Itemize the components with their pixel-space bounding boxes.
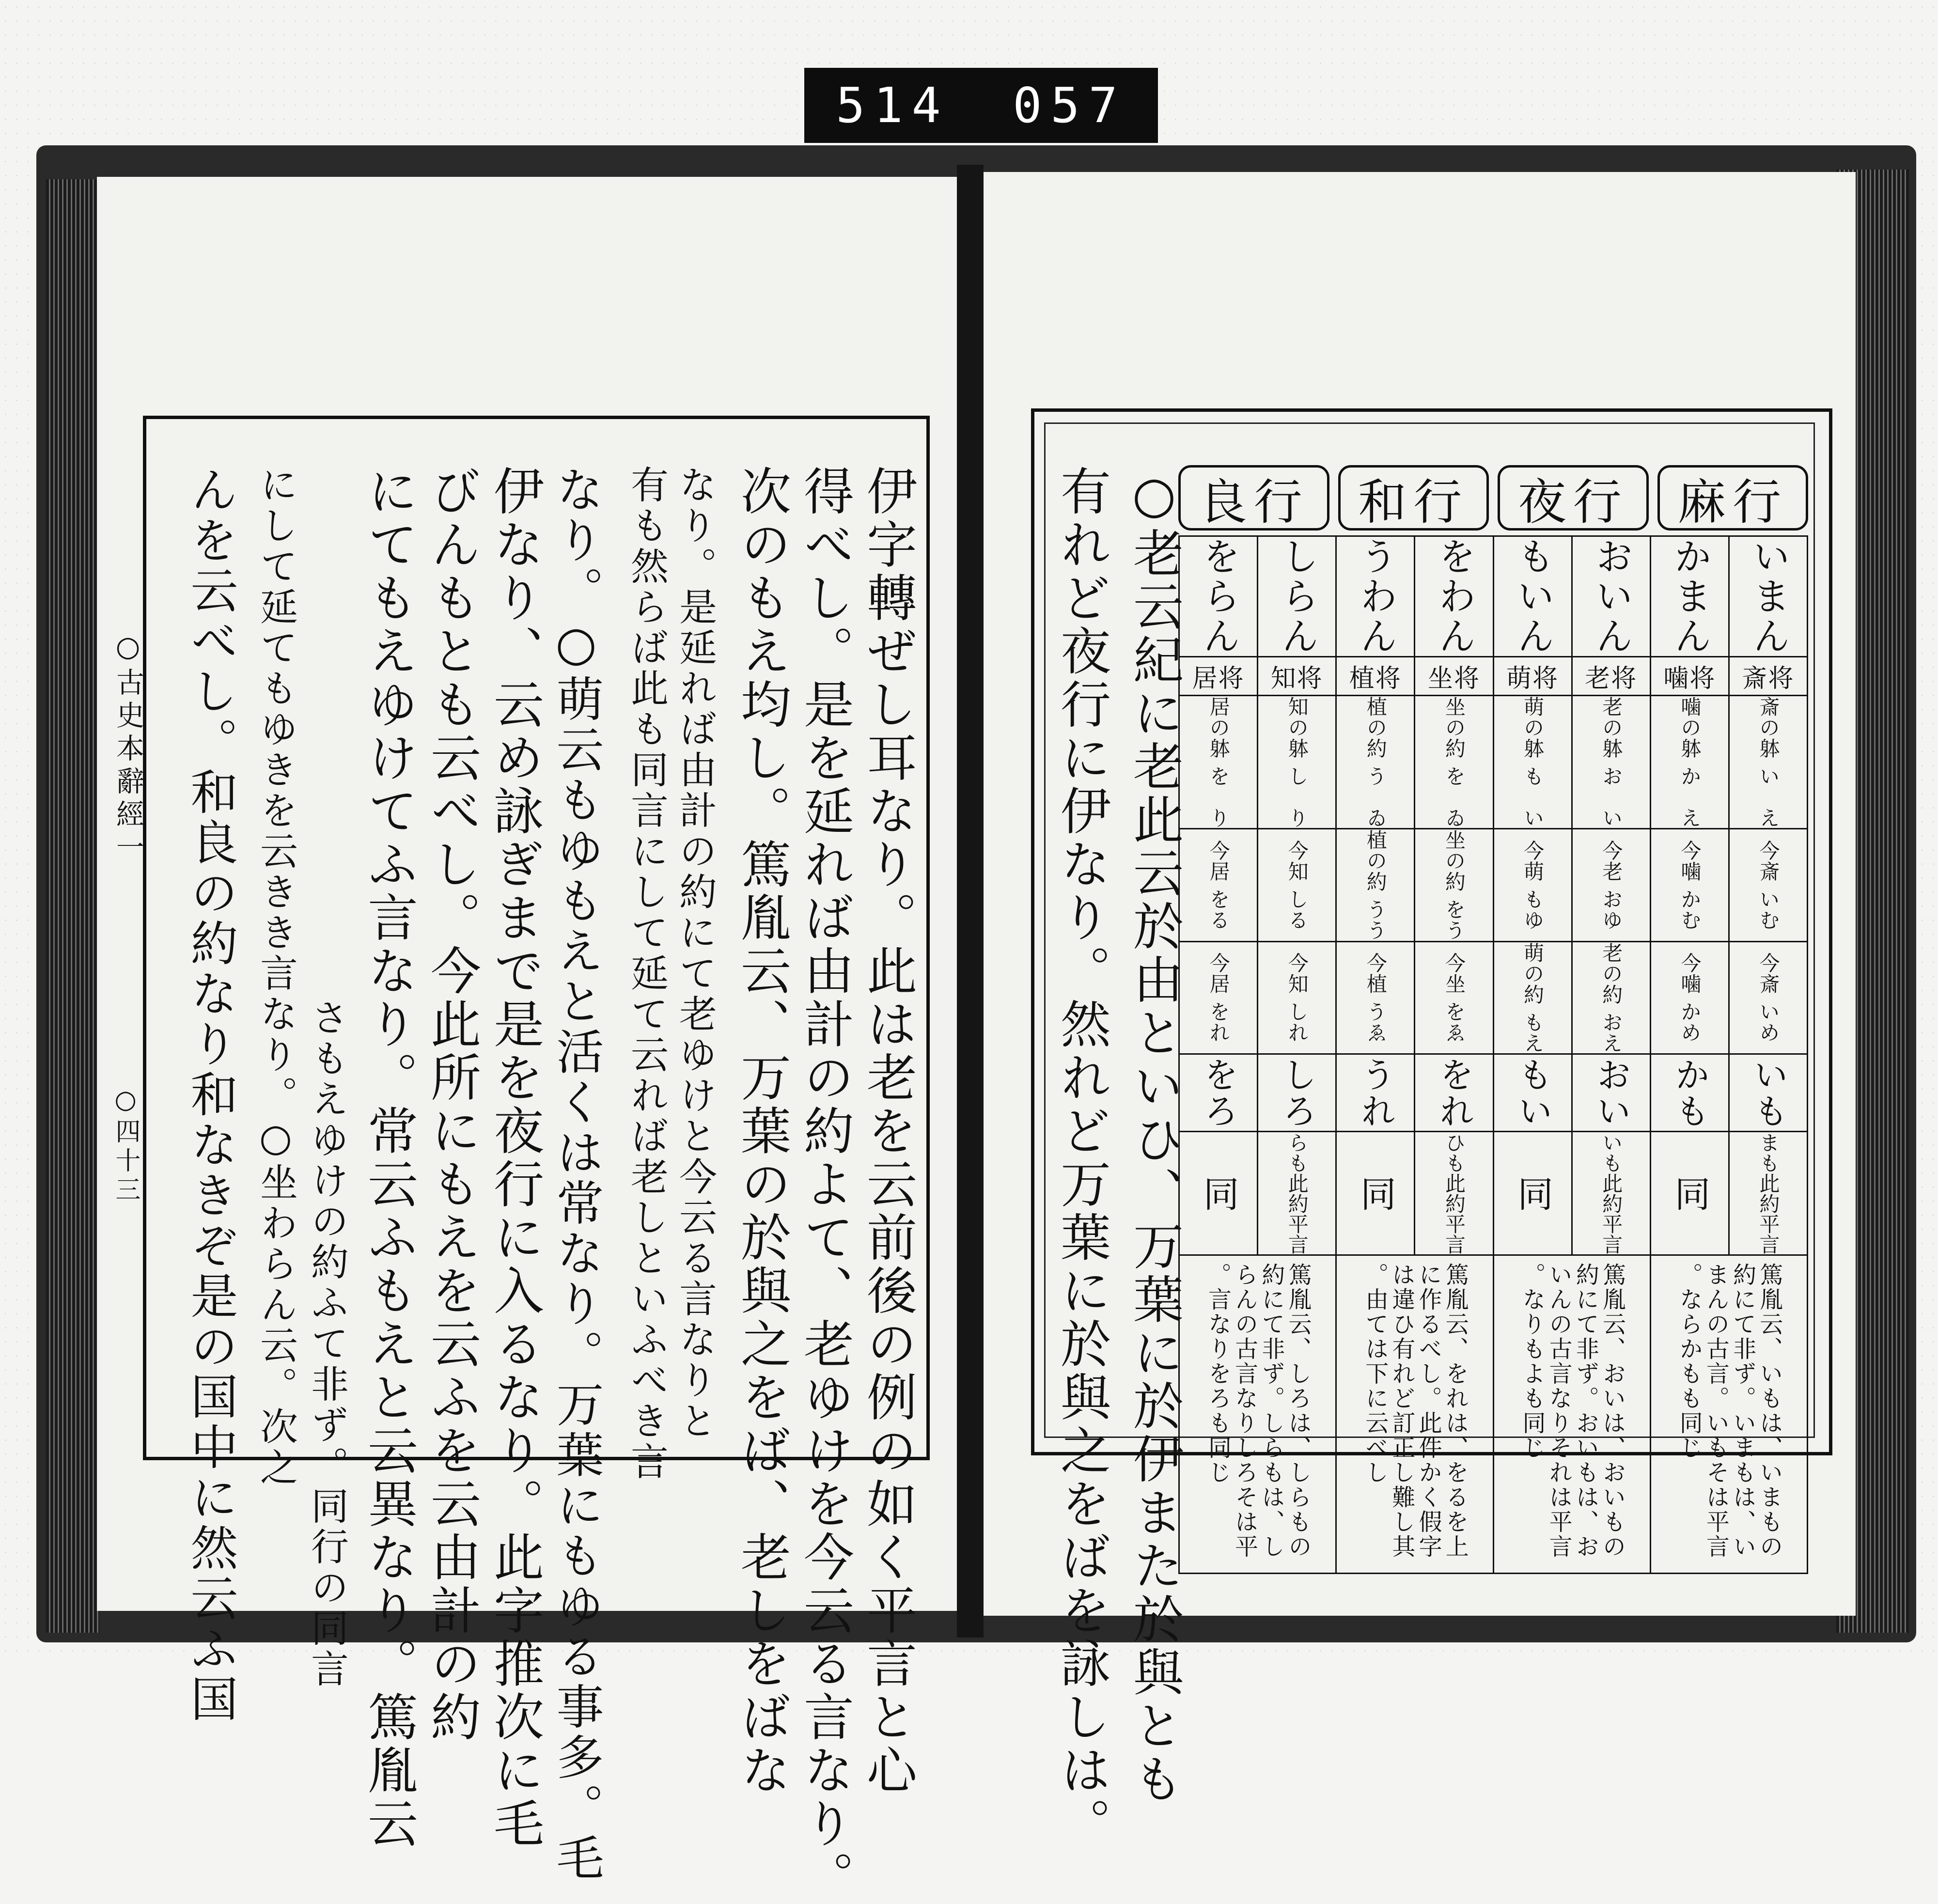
archive-number-right: 057 [1013, 77, 1126, 134]
form-cell: 今知 しる [1285, 840, 1309, 931]
verb-label: 斎将 [1742, 664, 1795, 693]
equivalence-note: 同 [1197, 1175, 1239, 1212]
text-column: びんもとも云べし。今此所にもえを云ふを云由計の約 [422, 465, 481, 1744]
table-cell [1572, 536, 1650, 657]
form-cell: 今老 おゆ [1599, 840, 1624, 931]
form-cell: 坐の約 をう [1442, 829, 1466, 941]
table-cell [1415, 536, 1493, 657]
text-column-right: 有れど夜行に伊なり。然れど万葉に於與之をばを詠しは。 [1052, 465, 1111, 1851]
form-cell: 植の約 うう [1363, 829, 1388, 941]
derived-form: もい [1512, 1056, 1553, 1129]
text-column: 伊なり、云め詠ぎまで是を夜行に入るなり。此字推次に毛 [485, 465, 544, 1851]
form-cell: 今居 をる [1206, 840, 1231, 931]
kana-form: いまん [1746, 537, 1790, 656]
form-cell: 今噛 かめ [1678, 952, 1702, 1043]
form-cell: 今坐 をゑ [1442, 952, 1466, 1043]
text-column: なり。是延れば由計の約にて老ゆけと今云る言なりと [673, 465, 717, 1442]
table-cell [1729, 536, 1807, 657]
equivalence-note: ひも此約平言 [1442, 1132, 1466, 1255]
form-cell: 萌の躰 も い [1521, 696, 1545, 828]
commentary-note: 篤胤云、をれは、をるを上に作るべし。此件かく假字は違ひ有れど訂正し難し其由ては下に云べし。 [1361, 1263, 1469, 1560]
commentary-note: 篤胤云、いもは、いまもの約にて非ず。いまもは、いまんの古言。いもそは平言ならかもも同じ。 [1675, 1263, 1783, 1560]
equivalence-note: 同 [1354, 1175, 1396, 1212]
text-column: 得べし。是を延れば由計の約よて、老ゆけを今云る言なり。 [795, 465, 854, 1904]
verb-label: 植将 [1349, 664, 1402, 693]
verb-label: 萌将 [1506, 664, 1559, 693]
running-title: ○古史本辭經一 [111, 630, 144, 865]
table-cell [1179, 536, 1258, 657]
verb-label: 知将 [1270, 664, 1323, 693]
verb-label: 居将 [1192, 664, 1245, 693]
kana-form: をわん [1432, 537, 1476, 656]
form-cell: 噛の躰 か え [1678, 696, 1702, 828]
equivalence-note: まも此約平言 [1756, 1132, 1781, 1255]
kana-form: かまん [1668, 537, 1712, 656]
verb-label: 坐将 [1427, 664, 1480, 693]
text-column: なり。○萌云もゆもえと活くは常なり。万葉にもゆる事多。毛 [548, 465, 604, 1884]
kana-form: おいん [1589, 537, 1633, 656]
derived-form: いも [1748, 1056, 1789, 1129]
kana-form: しらん [1275, 537, 1319, 656]
commentary-note: 篤胤云、おいは、おいもの約にて非ず。おいもは、おいんの古言なりそれは平言なりもよも同じ。 [1518, 1263, 1626, 1560]
derived-form: をろ [1198, 1056, 1239, 1129]
text-column: にてもえゆけてふ言なり。常云ふもえと云異なり。篤胤云 [359, 465, 418, 1851]
form-cell: 今斎 いめ [1756, 952, 1781, 1043]
form-cell: 今知 しれ [1285, 952, 1309, 1043]
verb-label: 噛将 [1663, 664, 1716, 693]
derived-form: うれ [1355, 1056, 1396, 1129]
text-column: にして延てもゆきを云きき言なり。○坐わらん云。次之 [254, 465, 297, 1488]
text-column: 有も然らば此も同言にして延て云れば老しといふべき言 [625, 465, 668, 1483]
row-header-ma: 麻行 [1657, 465, 1809, 531]
table-cell [1650, 536, 1729, 657]
page-edges-left [46, 179, 99, 1633]
equivalence-note: いも此約平言 [1599, 1132, 1624, 1255]
kana-form: うわん [1353, 537, 1397, 656]
derived-form: おい [1591, 1056, 1632, 1129]
equivalence-note: らも此約平言 [1285, 1132, 1309, 1255]
row-header-ra: 良行 [1178, 465, 1329, 531]
archive-number-left: 514 [836, 77, 950, 134]
derived-form: をれ [1433, 1056, 1474, 1129]
text-column: んを云べし。和良の約なり和なきぞ是の国中に然云ふ国 [183, 465, 238, 1725]
form-cell: 今噛 かむ [1678, 840, 1702, 931]
form-cell: 今居 をれ [1206, 952, 1231, 1043]
text-column-right: ○老云紀に老此云於由といひ、万葉に於伊また於與とも [1125, 465, 1184, 1806]
book-spine [957, 165, 984, 1638]
text-column: 次のもえ均し。篤胤云、万葉の於與之をば、老しをばな [732, 465, 791, 1797]
conjugation-row-headers [1178, 465, 1808, 531]
equivalence-note: 同 [1669, 1175, 1711, 1212]
form-cell: 植の約 う ゐ [1363, 696, 1388, 828]
text-column: さもえゆけの約ふて非ず。同行の同言 [305, 998, 348, 1690]
form-cell: 居の躰 を り [1206, 696, 1231, 828]
form-cell: 今斎 いむ [1756, 840, 1781, 931]
kana-form: もいん [1511, 537, 1555, 656]
verb-label: 老将 [1585, 664, 1638, 693]
row-header-wa: 和行 [1338, 465, 1489, 531]
form-cell: 今植 うゑ [1363, 952, 1388, 1043]
equivalence-note: 同 [1512, 1175, 1554, 1212]
conjugation-table [1178, 535, 1808, 1560]
row-header-ya: 夜行 [1498, 465, 1649, 531]
table-cell [1336, 536, 1415, 657]
form-cell: 萌の約 もえ [1521, 942, 1545, 1054]
form-cell: 今萌 もゆ [1521, 840, 1545, 931]
form-cell: 老の約 おえ [1599, 942, 1624, 1054]
derived-form: かも [1669, 1056, 1710, 1129]
derived-form: しろ [1276, 1056, 1317, 1129]
table-cell [1258, 536, 1336, 657]
form-cell: 坐の約 を ゐ [1442, 696, 1466, 828]
page-number: ○四十三 [111, 1085, 140, 1205]
form-cell: 斎の躰 い え [1756, 696, 1781, 828]
table-cell [1493, 536, 1572, 657]
archive-label [804, 68, 1158, 143]
form-cell: 知の躰 し り [1285, 696, 1309, 828]
commentary-note: 篤胤云、しろは、しらもの約にて非ず。しらもは、しらんの古言なりしろそは平言なりをろも同じ。 [1204, 1263, 1312, 1560]
kana-form: をらん [1196, 537, 1240, 656]
text-column: 伊字轉ぜし耳なり。此は老を云前後の例の如く平言と心 [858, 465, 917, 1797]
form-cell: 老の躰 お い [1599, 696, 1624, 828]
